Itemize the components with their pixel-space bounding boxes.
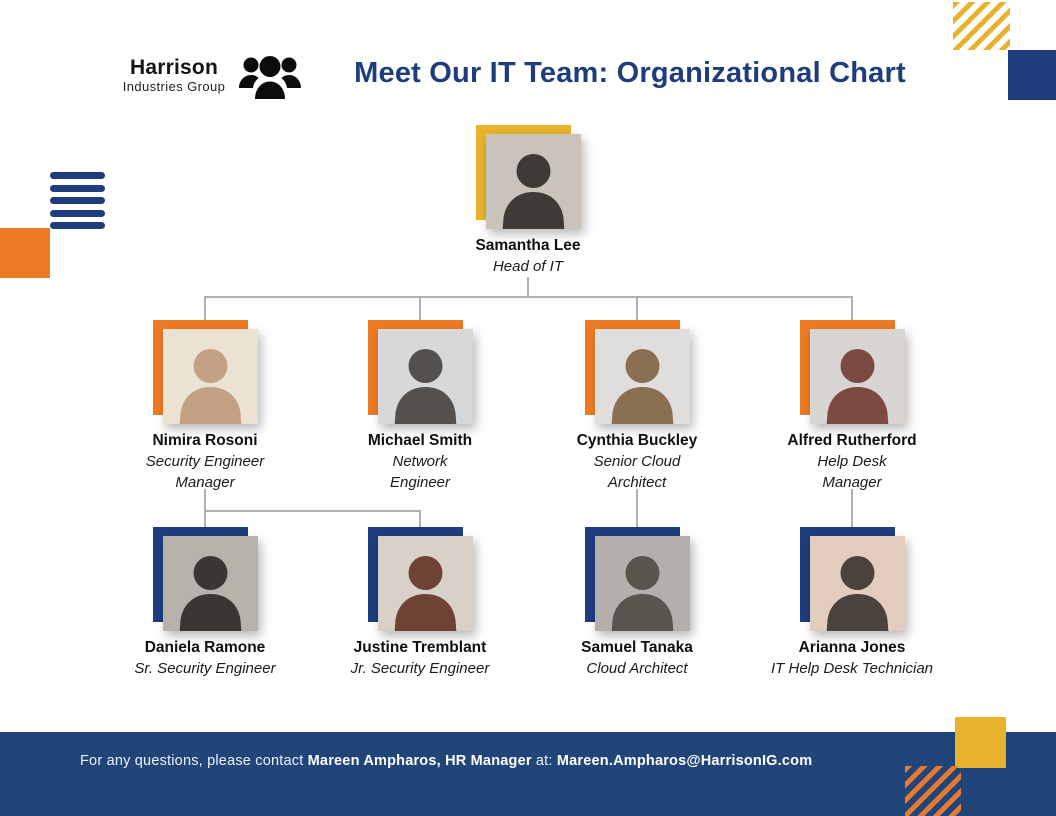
gold-square-bottom-right — [955, 717, 1006, 768]
person-card-root — [423, 125, 633, 277]
footer-contact-name: Mareen Ampharos, HR Manager — [307, 753, 532, 769]
connector-line — [419, 510, 421, 528]
gold-diagonal-stripes — [953, 2, 1010, 50]
title-line: Engineer — [389, 474, 451, 491]
connector-line — [636, 296, 638, 321]
connector-line — [204, 510, 421, 512]
title-line: Help Desk — [817, 453, 887, 470]
orange-square-left — [0, 228, 50, 278]
person-card-staff — [532, 527, 742, 679]
person-title: IT Help Desk Technician — [770, 660, 934, 677]
person-photo — [378, 536, 473, 631]
person-card-manager — [315, 320, 525, 493]
person-name: Samuel Tanaka — [581, 639, 693, 656]
title-line: Senior Cloud — [593, 453, 681, 470]
photo-block — [585, 527, 690, 631]
photo-block — [368, 320, 473, 424]
connector-line — [204, 489, 206, 528]
photo-block — [153, 527, 258, 631]
person-title — [100, 451, 310, 493]
navy-square-top-right — [1008, 50, 1056, 100]
person-name: Justine Tremblant — [353, 639, 487, 656]
person-title: Head of IT — [492, 258, 564, 275]
connector-line — [636, 489, 638, 528]
page-title: Meet Our IT Team: Organizational Chart — [354, 57, 906, 89]
person-name: Cynthia Buckley — [576, 432, 698, 449]
person-photo — [810, 329, 905, 424]
company-name: Harrison — [130, 56, 218, 79]
bar — [50, 222, 105, 229]
people-group-icon — [238, 54, 302, 100]
connector-line — [851, 489, 853, 528]
title-line: Security Engineer — [145, 453, 265, 470]
person-name: Arianna Jones — [798, 639, 906, 656]
photo-block — [585, 320, 690, 424]
bar — [50, 185, 105, 192]
company-subname: Industries Group — [122, 79, 226, 94]
person-photo — [378, 329, 473, 424]
connector-line — [204, 296, 206, 321]
person-name: Alfred Rutherford — [787, 432, 917, 449]
person-card-staff — [315, 527, 525, 679]
person-card-manager — [747, 320, 957, 493]
person-title — [532, 451, 742, 493]
person-name: Nimira Rosoni — [152, 432, 258, 449]
bar — [50, 197, 105, 204]
person-title — [315, 451, 525, 493]
person-photo — [810, 536, 905, 631]
person-photo — [595, 536, 690, 631]
title-line: Manager — [822, 474, 882, 491]
person-photo — [595, 329, 690, 424]
person-name: Daniela Ramone — [144, 639, 266, 656]
person-photo — [486, 134, 581, 229]
orange-diagonal-stripes — [905, 766, 961, 816]
footer-contact-text — [80, 753, 812, 769]
title-line: Network — [392, 453, 448, 470]
connector-line — [851, 296, 853, 321]
footer-prefix: For any questions, please contact — [80, 753, 308, 769]
title-line: Architect — [607, 474, 667, 491]
person-photo — [163, 329, 258, 424]
person-card-manager — [532, 320, 742, 493]
footer-band — [0, 732, 1056, 816]
bar — [50, 172, 105, 179]
person-title: Sr. Security Engineer — [134, 660, 276, 677]
person-title: Cloud Architect — [586, 660, 688, 677]
person-name: Samantha Lee — [475, 237, 581, 254]
bar — [50, 210, 105, 217]
company-logo — [112, 56, 236, 94]
photo-block — [153, 320, 258, 424]
person-card-manager — [100, 320, 310, 493]
title-line: Manager — [175, 474, 235, 491]
photo-block — [368, 527, 473, 631]
connector-line — [527, 277, 529, 297]
person-title: Jr. Security Engineer — [350, 660, 490, 677]
person-photo — [163, 536, 258, 631]
photo-block — [476, 125, 581, 229]
navy-line-bars — [50, 172, 105, 229]
person-card-staff — [747, 527, 957, 679]
connector-line — [204, 296, 853, 298]
person-title — [747, 451, 957, 493]
photo-block — [800, 527, 905, 631]
connector-line — [419, 296, 421, 321]
footer-middle: at: — [531, 753, 557, 769]
person-name: Michael Smith — [367, 432, 473, 449]
photo-block — [800, 320, 905, 424]
person-card-staff — [100, 527, 310, 679]
footer-email: Mareen.Ampharos@HarrisonIG.com — [556, 753, 813, 769]
